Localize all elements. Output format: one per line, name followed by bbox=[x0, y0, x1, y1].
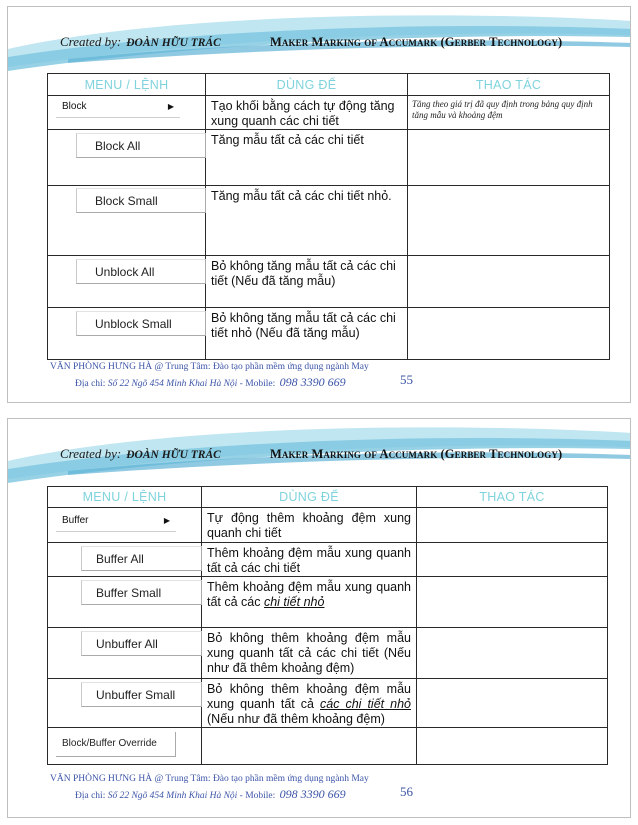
menu-cell bbox=[48, 679, 202, 728]
created-by-label: Created by: bbox=[60, 446, 122, 461]
unbuffer-all-button[interactable] bbox=[81, 631, 202, 656]
footer-contact bbox=[75, 375, 346, 390]
submenu-arrow-icon: ▶ bbox=[163, 516, 170, 525]
phone-number: 098 3390 669 bbox=[279, 787, 346, 801]
table-row bbox=[48, 186, 610, 256]
action-cell bbox=[408, 308, 610, 360]
footer-org: VĂN PHÒNG HƯNG HÀ @ Trung Tâm: Đào tạo phần mềm ứng dụng ngành May bbox=[50, 362, 369, 372]
purpose-cell: Tự động thêm khoảng đệm xung quanh chi tiết bbox=[202, 508, 417, 543]
menu-cell bbox=[48, 96, 206, 130]
purpose-text: Thêm khoảng đệm mẫu xung quanh tất cả các bbox=[207, 580, 411, 609]
table-row bbox=[48, 543, 608, 577]
table-row bbox=[48, 508, 608, 543]
purpose-cell bbox=[202, 728, 417, 765]
address-label: Địa chỉ: bbox=[75, 379, 106, 389]
menu-cell bbox=[48, 543, 202, 577]
menu-cell bbox=[48, 508, 202, 543]
menu-cell bbox=[48, 256, 206, 308]
purpose-text: Bỏ không thêm khoảng đệm mẫu xung quanh tất cả bbox=[207, 682, 411, 711]
action-cell bbox=[408, 256, 610, 308]
unbuffer-small-button[interactable] bbox=[81, 682, 202, 707]
button-label: Unblock Small bbox=[95, 317, 172, 331]
menu-cell bbox=[48, 308, 206, 360]
header-menu: MENU / LỆNH bbox=[48, 74, 206, 96]
phone-number: 098 3390 669 bbox=[279, 375, 346, 389]
menu-cell bbox=[48, 186, 206, 256]
menu-item-label: Block bbox=[62, 101, 87, 112]
menu-table bbox=[47, 73, 610, 360]
created-by bbox=[60, 34, 221, 50]
author-name: ĐOÀN HỮU TRÁC bbox=[126, 37, 221, 49]
block-buffer-override-button[interactable] bbox=[56, 732, 176, 757]
page-number: 56 bbox=[400, 784, 413, 799]
brand-title: Maker Marking of Accumark (Gerber Technology) bbox=[270, 447, 563, 461]
header-purpose: DÙNG ĐỂ bbox=[206, 74, 408, 96]
button-label: Unbuffer Small bbox=[96, 688, 176, 702]
table-row bbox=[48, 679, 608, 728]
action-cell bbox=[417, 628, 608, 679]
block-small-button[interactable] bbox=[76, 188, 206, 213]
slide-page-56 bbox=[7, 418, 631, 818]
action-cell bbox=[417, 508, 608, 543]
address-label: Địa chỉ: bbox=[75, 791, 106, 801]
created-by-label: Created by: bbox=[60, 34, 122, 49]
header-purpose: DÙNG ĐỂ bbox=[202, 487, 417, 508]
purpose-link-text: các chi tiết nhỏ bbox=[320, 697, 411, 711]
table-header-row bbox=[48, 74, 610, 96]
button-label: Block/Buffer Override bbox=[62, 738, 157, 749]
purpose-cell: Bỏ không thêm khoảng đệm mẫu xung quanh tất cả các chi tiết (Nếu như đã thêm khoảng đệm) bbox=[202, 628, 417, 679]
button-label: Block Small bbox=[95, 194, 158, 208]
purpose-cell: Thêm khoảng đệm mẫu xung quanh tất cả các chi tiết bbox=[202, 543, 417, 577]
table-row bbox=[48, 256, 610, 308]
mobile-label: - Mobile: bbox=[239, 379, 276, 389]
purpose-cell bbox=[202, 577, 417, 628]
table-row bbox=[48, 130, 610, 186]
menu-item-block[interactable] bbox=[56, 96, 180, 118]
button-label: Buffer Small bbox=[96, 586, 162, 600]
table-row bbox=[48, 96, 610, 130]
unblock-small-button[interactable] bbox=[76, 311, 206, 336]
action-cell bbox=[408, 130, 610, 186]
action-cell bbox=[408, 186, 610, 256]
table-row bbox=[48, 628, 608, 679]
footer-org: VĂN PHÒNG HƯNG HÀ @ Trung Tâm: Đào tạo phần mềm ứng dụng ngành May bbox=[50, 774, 369, 784]
page-number: 55 bbox=[400, 372, 413, 387]
purpose-cell: Bỏ không tăng mẫu tất cả các chi tiết nhỏ (Nếu đã tăng mẫu) bbox=[206, 308, 408, 360]
action-cell bbox=[417, 543, 608, 577]
purpose-link-text: chi tiết nhỏ bbox=[263, 595, 325, 609]
footer-contact bbox=[75, 787, 346, 802]
page-header bbox=[8, 419, 630, 489]
menu-cell bbox=[48, 728, 202, 765]
purpose-note-text: (Nếu như đã thêm khoảng đệm) bbox=[207, 712, 385, 726]
table-row bbox=[48, 577, 608, 628]
page-header bbox=[8, 7, 630, 77]
menu-item-label: Buffer bbox=[62, 515, 89, 526]
purpose-cell bbox=[202, 679, 417, 728]
button-label: Block All bbox=[95, 139, 141, 153]
button-label: Unbuffer All bbox=[96, 637, 158, 651]
header-action: THAO TÁC bbox=[408, 74, 610, 96]
author-name: ĐOÀN HỮU TRÁC bbox=[126, 449, 221, 461]
purpose-cell: Tăng mẫu tất cả các chi tiết bbox=[206, 130, 408, 186]
buffer-all-button[interactable] bbox=[81, 546, 202, 571]
menu-cell bbox=[48, 577, 202, 628]
table-header-row bbox=[48, 487, 608, 508]
action-cell bbox=[417, 679, 608, 728]
address-text: Số 22 Ngõ 454 Minh Khai Hà Nội bbox=[107, 379, 238, 389]
buffer-small-button[interactable] bbox=[81, 580, 202, 605]
menu-cell bbox=[48, 628, 202, 679]
slide-page-55 bbox=[7, 6, 631, 403]
menu-item-buffer[interactable] bbox=[56, 510, 176, 532]
block-all-button[interactable] bbox=[76, 133, 206, 158]
action-cell: Tăng theo giá trị đã quy định trong bảng quy định tăng mẫu và khoảng đệm bbox=[408, 96, 610, 130]
purpose-cell: Tăng mẫu tất cả các chi tiết nhỏ. bbox=[206, 186, 408, 256]
table-row bbox=[48, 308, 610, 360]
created-by bbox=[60, 446, 221, 462]
action-cell bbox=[417, 577, 608, 628]
table-row bbox=[48, 728, 608, 765]
menu-cell bbox=[48, 130, 206, 186]
header-action: THAO TÁC bbox=[417, 487, 608, 508]
submenu-arrow-icon: ▶ bbox=[167, 102, 174, 111]
address-text: Số 22 Ngõ 454 Minh Khai Hà Nội bbox=[107, 791, 238, 801]
purpose-cell: Tạo khối bằng cách tự động tăng xung quanh các chi tiết bbox=[206, 96, 408, 130]
purpose-cell: Bỏ không tăng mẫu tất cả các chi tiết (Nếu đã tăng mẫu) bbox=[206, 256, 408, 308]
button-label: Buffer All bbox=[96, 552, 144, 566]
mobile-label: - Mobile: bbox=[239, 791, 276, 801]
header-menu: MENU / LỆNH bbox=[48, 487, 202, 508]
brand-title: Maker Marking of Accumark (Gerber Technology) bbox=[270, 35, 563, 49]
button-label: Unblock All bbox=[95, 265, 155, 279]
action-cell bbox=[417, 728, 608, 765]
menu-table bbox=[47, 486, 608, 765]
unblock-all-button[interactable] bbox=[76, 259, 206, 284]
